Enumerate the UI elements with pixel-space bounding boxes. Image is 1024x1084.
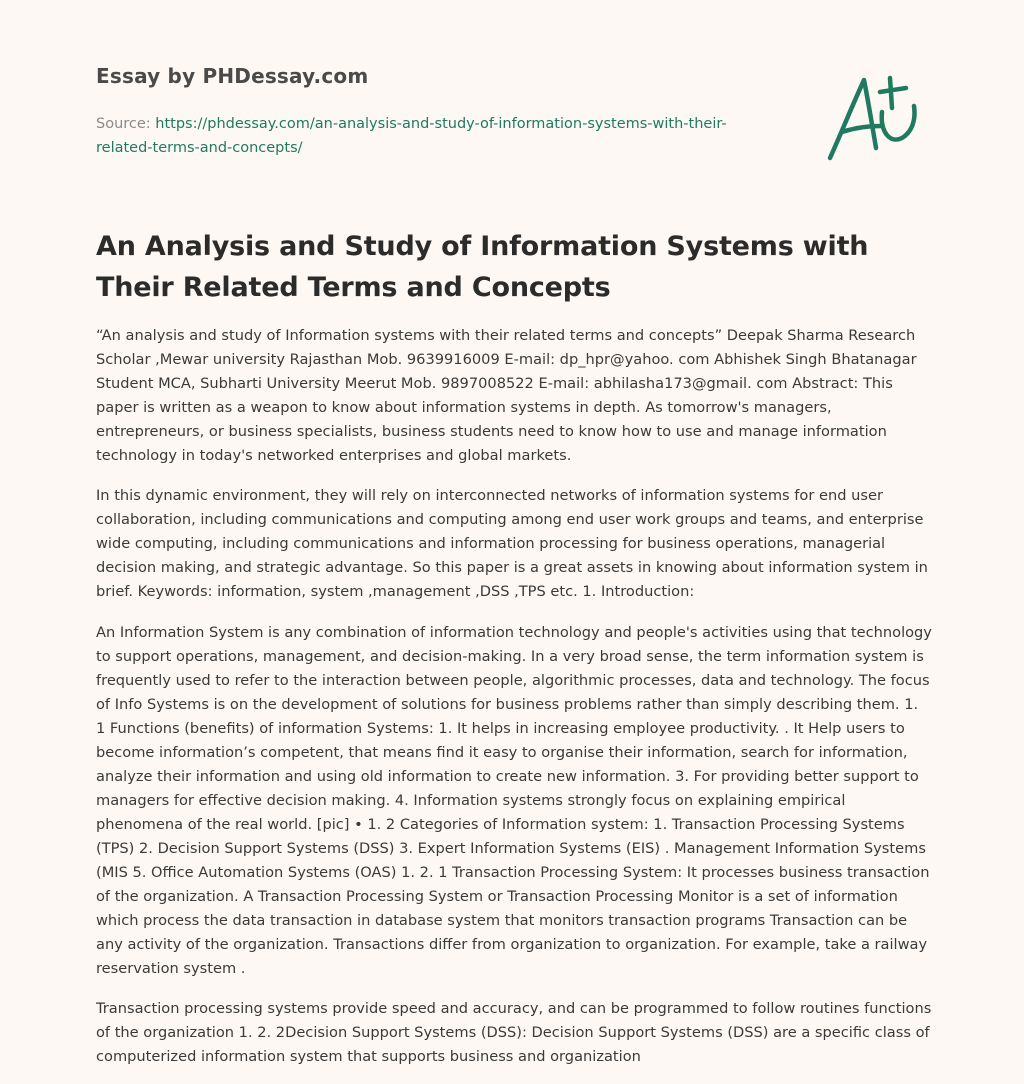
article-body <box>96 324 932 1084</box>
source-label: Source: <box>96 116 156 132</box>
paragraph-3: An Information System is any combination of information technology and people's activities using that technology to support operations, management, and decision-making. In a very broad sense, the term information system is frequently used to refer to the interaction between people, algorithmic processes, data and technology. The focus of Info Systems is on the development of solutions for business problems rather than simply describing them. 1. 1 Functions (benefits) of information Systems: 1. It helps in increasing employee productivity. . It Help users to become information’s competent, that means find it easy to organise their information, search for information, analyze their information and using old information to create new information. 3. For providing better support to managers for effective decision making. 4. Information systems strongly focus on explaining empirical phenomena of the real world. [pic] • 1. 2 Categories of Information system: 1. Transaction Processing Systems (TPS) 2. Decision Support Systems (DSS) 3. Expert Information Systems (EIS) . Management Information Systems (MIS 5. Office Automation Systems (OAS) 1. 2. 1 Transaction Processing System: It processes business transaction of the organization. A Transaction Processing System or Transaction Processing Monitor is a set of information which process the data transaction in database system that monitors transaction programs Transaction can be any activity of the organization. Transactions differ from organization to organization. For example, take a railway reservation system . <box>96 623 932 978</box>
source-line <box>96 112 776 160</box>
article-title: An Analysis and Study of Information Systems with Their Related Terms and Concepts <box>96 231 869 303</box>
paragraph-4: Transaction processing systems provide speed and accuracy, and can be programmed to follow routines functions of the organization 1. 2. 2Decision Support Systems (DSS): Decision Support Systems (DSS) are a specific class of computerized information system that supports business and organization <box>96 1000 932 1066</box>
paragraph-1: “An analysis and study of Information systems with their related terms and concepts” Deepak Sharma Research Scholar ,Mewar university Rajasthan Mob. 9639916009 E-mail: dp_hpr@yahoo. com Abhishek Singh Bhatanagar Student MCA, Subharti University Meerut Mob. 9897008522 E-mail: abhilasha173@gmail. com Abstract: This paper is written as a weapon to know about information systems in depth. As tomorrow's managers, entrepreneurs, or business specialists, business students need to know how to use and manage information technology in today's networked enterprises and global markets. <box>96 327 917 465</box>
a-plus-logo-icon <box>820 66 930 166</box>
source-link[interactable]: https://phdessay.com/an-analysis-and-study-of-information-systems-with-their-related-terms-and-concepts/ <box>96 116 727 156</box>
paragraph-2: In this dynamic environment, they will rely on interconnected networks of information systems for end user collaboration, including communications and computing among end user work groups and teams, and enterprise wide computing, including communications and information processing for business operations, managerial decision making, and strategic advantage. So this paper is a great assets in knowing about information system in brief. Keywords: information, system ,management ,DSS ,TPS etc. 1. Introduction: <box>96 487 928 601</box>
site-brand: Essay by PHDessay.com <box>96 64 369 88</box>
